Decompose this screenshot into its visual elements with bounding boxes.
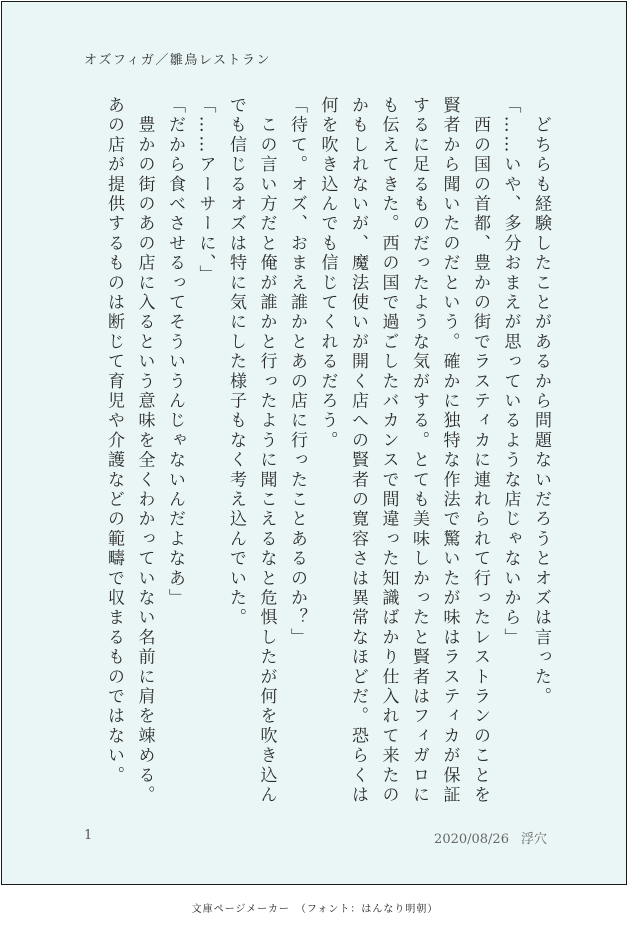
text-line: でも信じるオズは特に気にした様子もなく考え込んでいた。: [226, 96, 246, 628]
text-line: 賢者から聞いたのだという。確かに独特な作法で驚いたが味はラスティカが保証: [439, 96, 460, 806]
date-label: 2020/08/26: [434, 832, 509, 847]
vertical-body-text: [66, 96, 556, 816]
text-line: あの店が提供するものは断じて育児や介護などの範疇で収まるものではない。: [104, 96, 124, 786]
generator-caption: 文庫ページメーカー （フォント：はんなり明朝）: [191, 904, 439, 915]
text-line: この言い方だと俺が誰かと行ったように聞こえるなと危惧したが何を吹き込ん: [256, 96, 277, 806]
text-line: 「……アーサーに、」: [195, 96, 216, 285]
text-line: 豊かの街のあの店に入るという意味を全くわかっていない名前に肩を竦める。: [134, 96, 155, 806]
book-page: [1, 1, 627, 885]
text-line: かもしれないが、魔法使いが開く店への賢者の寛容さは異常なほどだ。恐らくは: [348, 96, 368, 806]
text-line: 西の国の首都、豊かの街でラスティカに連れられて行ったレストランのことを: [470, 96, 490, 806]
text-line: 「待て。オズ、おまえ誰かとあの店に行ったことあるのか？」: [287, 96, 307, 648]
text-line: 「……いや、多分おまえが思っているような店じゃないから」: [500, 96, 521, 648]
page-number: 1: [84, 828, 93, 843]
text-line: も伝えてきた。西の国で過ごしたバカンスで間違った知識ばかり仕入れて来たの: [378, 96, 399, 806]
text-line: 「だから食べさせるってそういうんじゃないんだよなあ」: [165, 96, 185, 609]
author-label: 浮穴: [520, 832, 547, 847]
footer-info: [434, 828, 547, 847]
text-line: するに足るものだったような気がする。とても美味しかったと賢者はフィガロに: [409, 96, 429, 806]
page-header-title: オズフィガ／雛鳥レストラン: [84, 53, 271, 68]
text-line: どちらも経験したことがあるから問題ないだろうとオズは言った。: [531, 96, 551, 707]
text-line: 何を吹き込んでも信じてくれるだろう。: [317, 96, 338, 451]
